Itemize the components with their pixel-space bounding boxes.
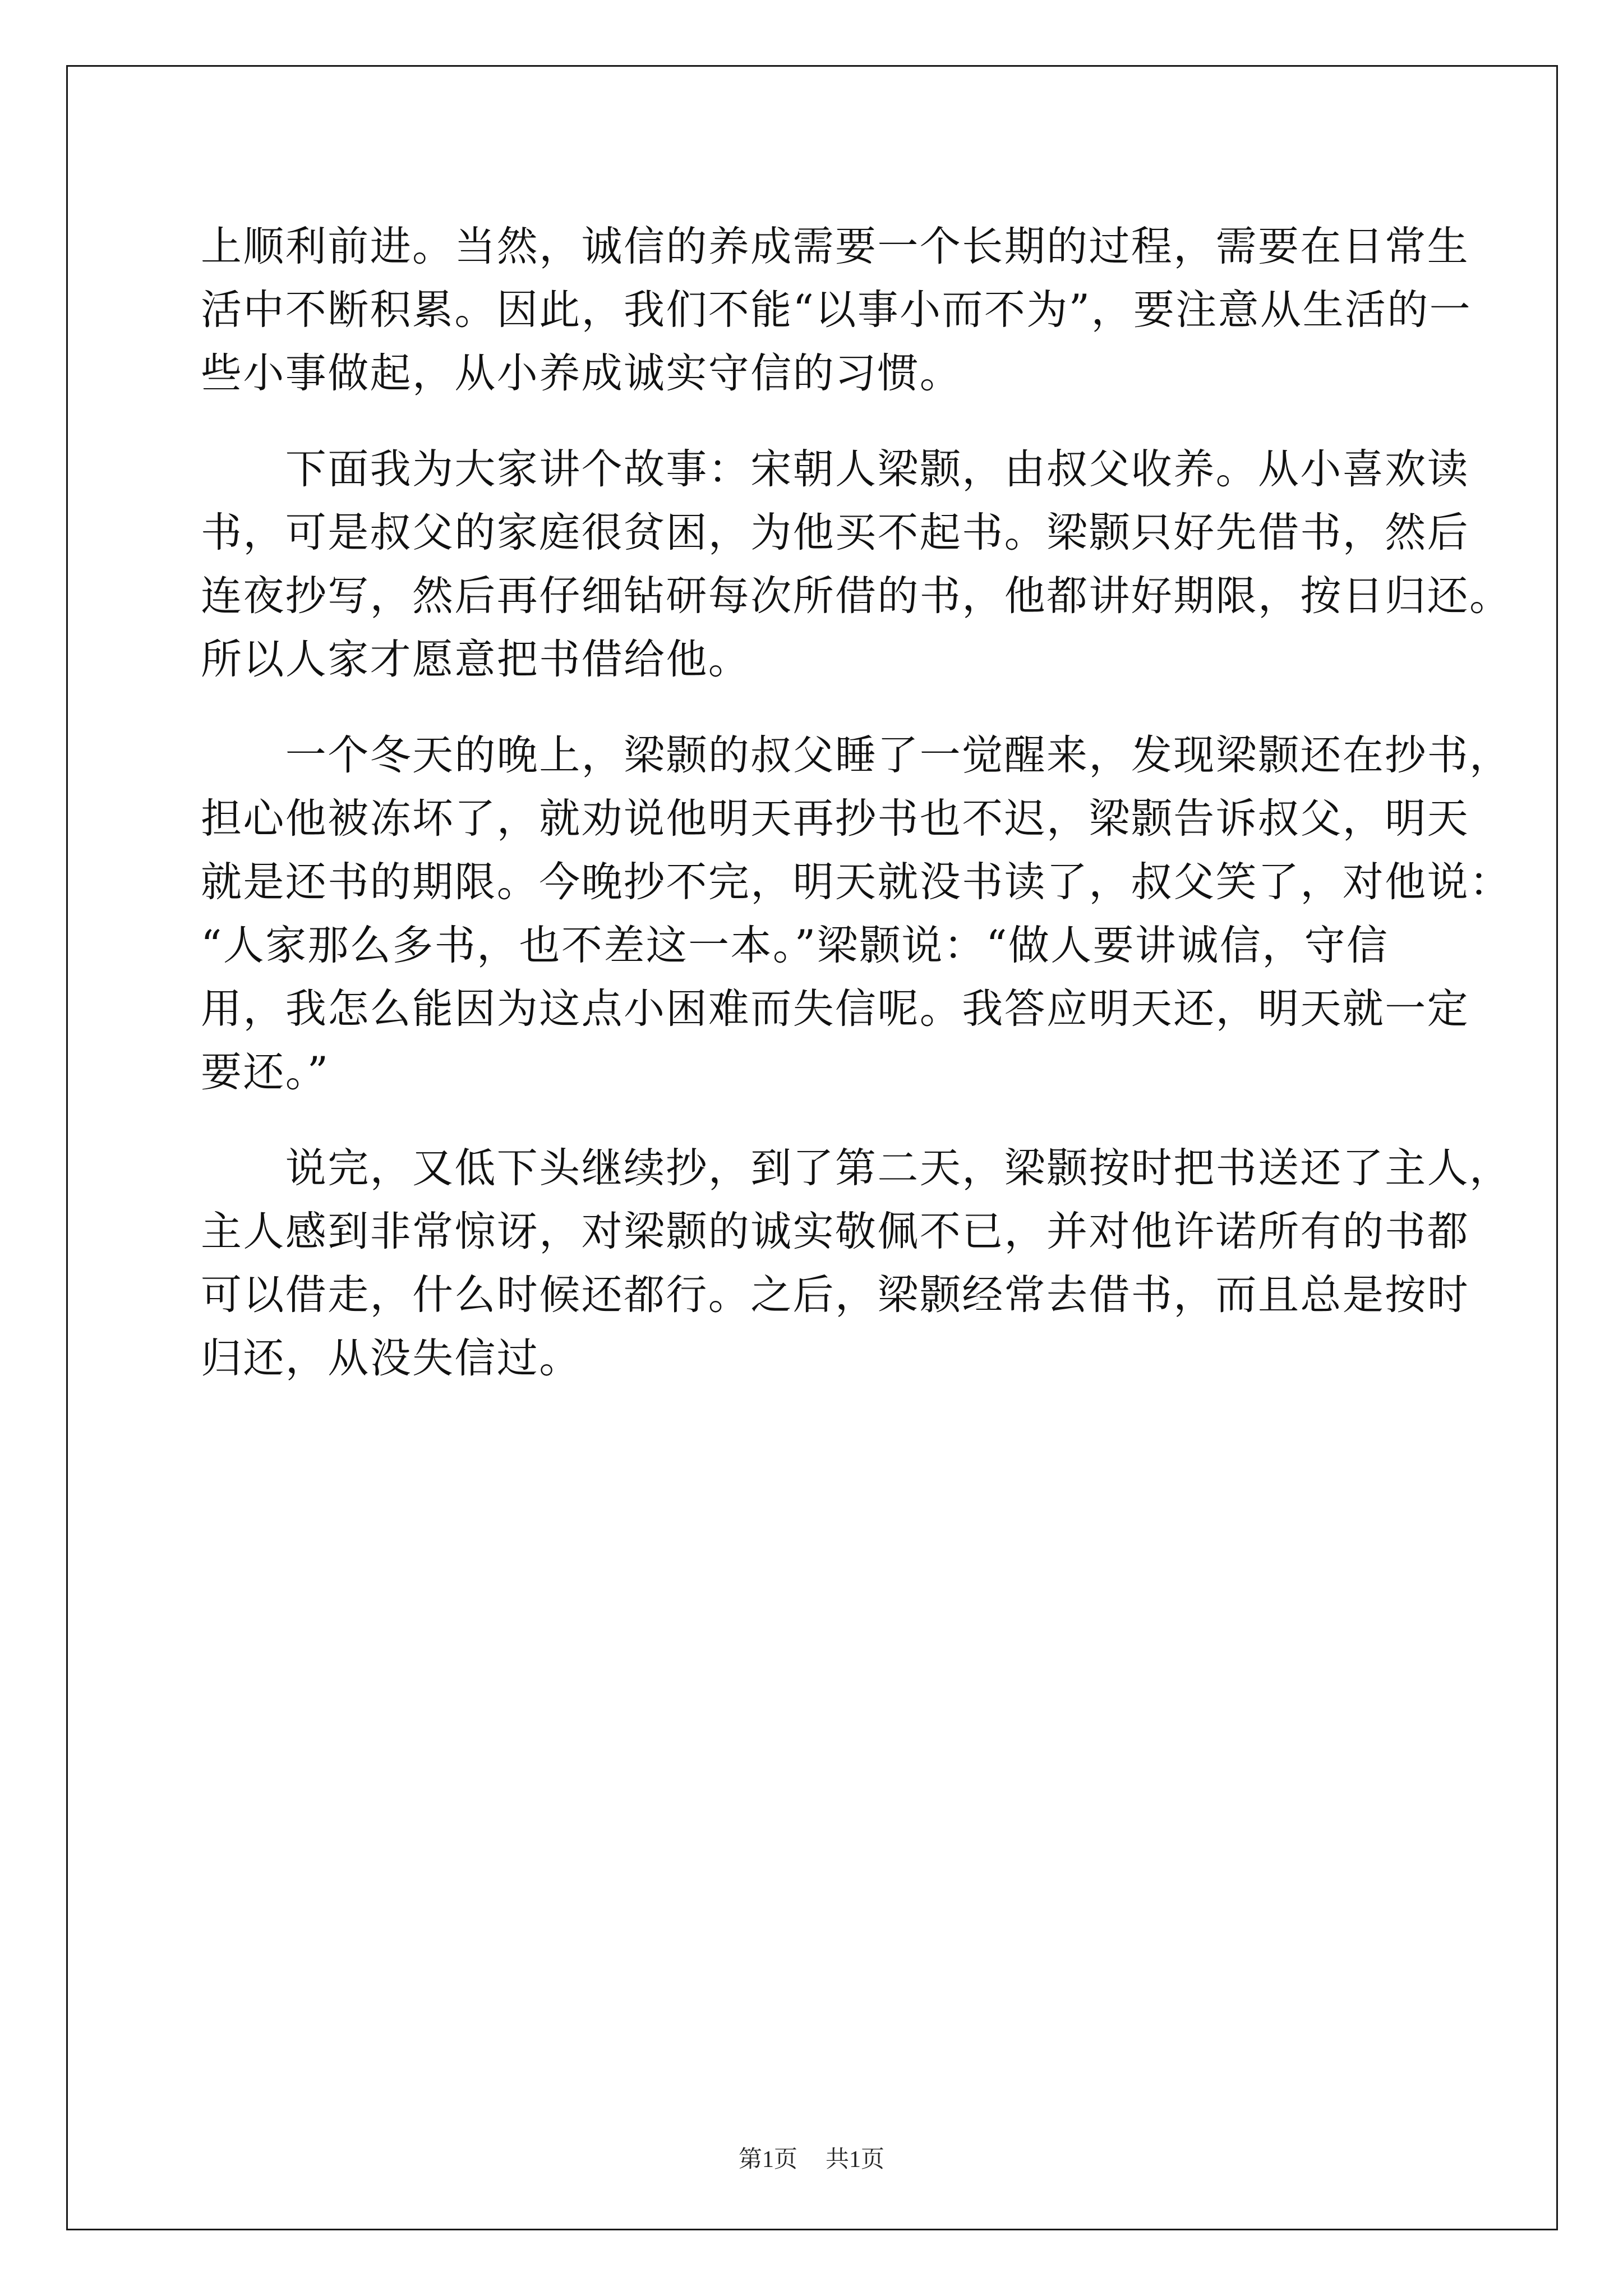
paragraph-gap (201, 691, 1435, 724)
paragraph-3 (201, 724, 1512, 1104)
document-body (201, 215, 1512, 1390)
text-line: 上顺利前进。当然，诚信的养成需要一个长期的过程，需要在日常生 (201, 223, 1469, 270)
text-line: 一个冬天的晚上，梁颢的叔父睡了一觉醒来，发现梁颢还在抄书， (201, 731, 1512, 779)
page-number: 第1页 (738, 2147, 797, 2173)
paragraph-gap (201, 405, 1435, 438)
text-line: 可以借走，什么时候还都行。之后，梁颢经常去借书，而且总是按时 (201, 1271, 1469, 1319)
text-line: 担心他被冻坏了，就劝说他明天再抄书也不迟，梁颢告诉叔父，明天 (201, 795, 1469, 843)
page-footer (0, 2143, 1623, 2177)
text-line: 说完，又低下头继续抄，到了第二天，梁颢按时把书送还了主人， (201, 1144, 1512, 1192)
paragraph-gap (201, 1104, 1435, 1137)
text-line: 些小事做起，从小养成诚实守信的习惯。 (201, 349, 962, 397)
text-line: 所以人家才愿意把书借给他。 (201, 636, 751, 683)
paragraph-2 (201, 438, 1512, 691)
text-line: 连夜抄写，然后再仔细钻研每次所借的书，他都讲好期限，按日归还。 (201, 572, 1512, 620)
page-total: 共1页 (826, 2147, 885, 2173)
text-line: 书，可是叔父的家庭很贫困，为他买不起书。梁颢只好先借书，然后 (201, 509, 1469, 556)
text-line: 用，我怎么能因为这点小困难而失信呢。我答应明天还，明天就一定 (201, 985, 1469, 1033)
text-line: 主人感到非常惊讶，对梁颢的诚实敬佩不已，并对他许诺所有的书都 (201, 1208, 1469, 1255)
text-line: 就是还书的期限。今晚抄不完，明天就没书读了，叔父笑了，对他说： (201, 858, 1512, 906)
paragraph-4 (201, 1137, 1512, 1390)
text-line: 要还。” (201, 1048, 330, 1096)
text-line: 活中不断积累。因此，我们不能“以事小而不为”，要注意从生活的一 (201, 286, 1472, 334)
text-line: “人家那么多书，也不差这一本。”梁颢说：“做人要讲诚信，守信 (201, 922, 1389, 969)
paragraph-1 (201, 215, 1472, 405)
text-line: 下面我为大家讲个故事：宋朝人梁颢，由叔父收养。从小喜欢读 (201, 445, 1469, 493)
text-line: 归还，从没失信过。 (201, 1335, 582, 1382)
